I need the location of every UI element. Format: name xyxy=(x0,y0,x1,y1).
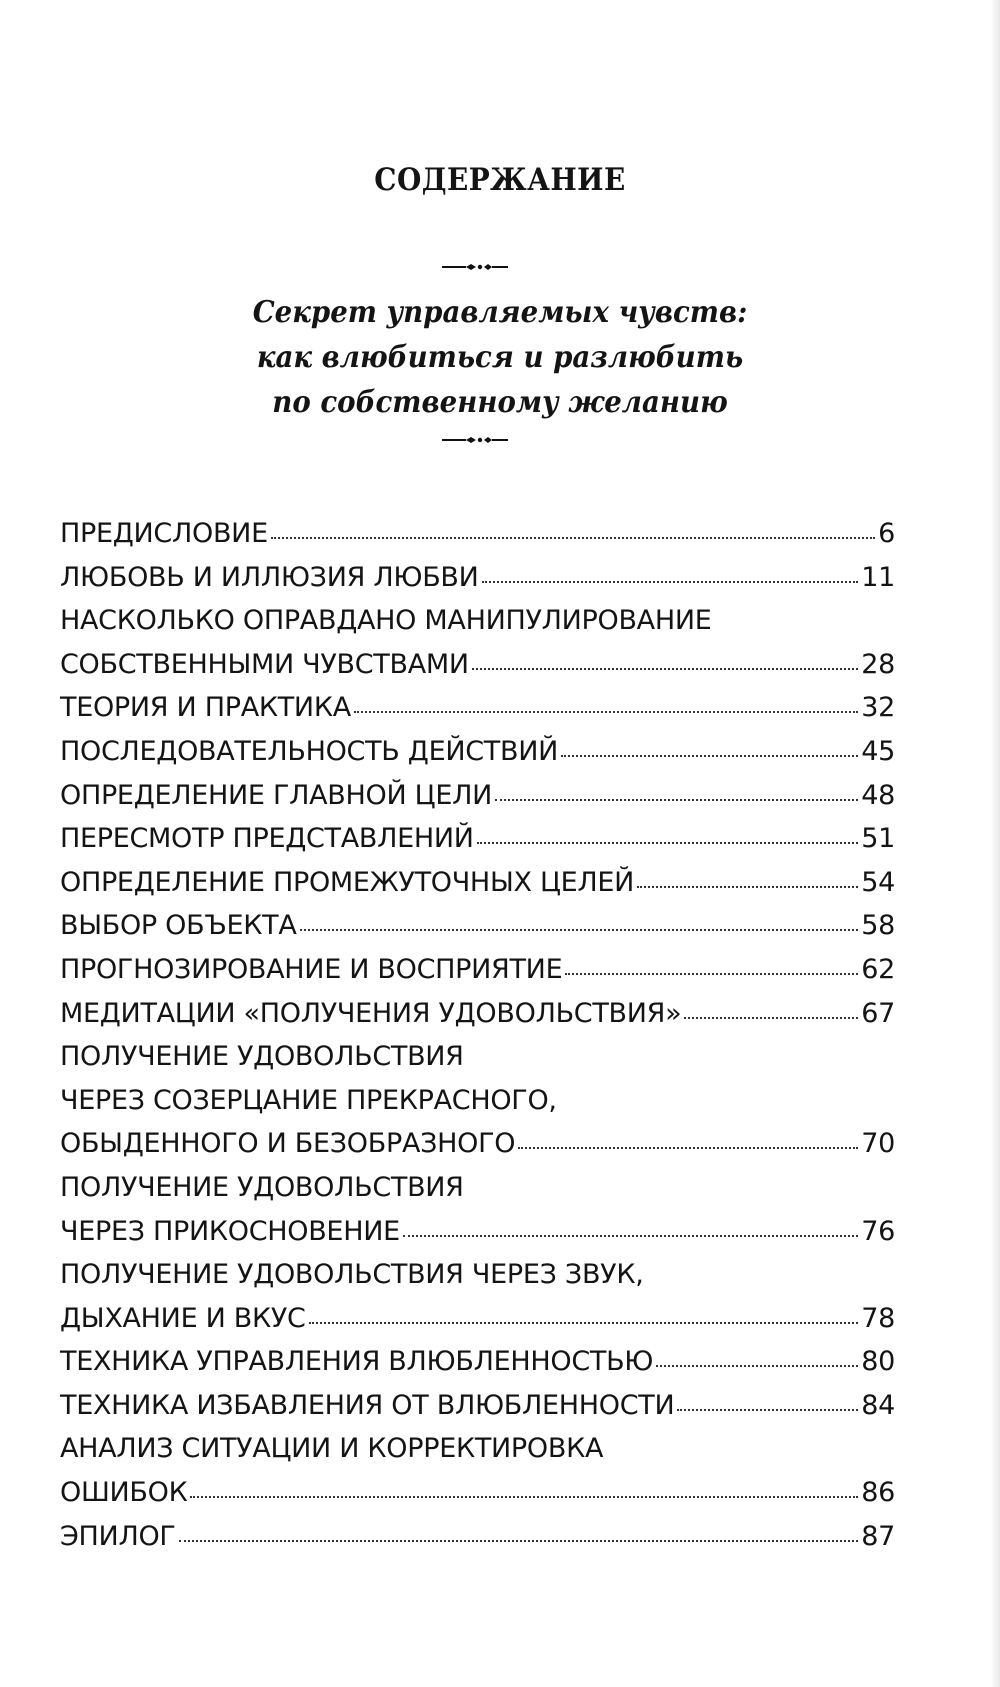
toc-entry-title-line: ОПРЕДЕЛЕНИЕ ГЛАВНОЙ ЦЕЛИ xyxy=(60,779,492,811)
toc-entry-row xyxy=(60,730,895,774)
toc-entry-title-line: ОПРЕДЕЛЕНИЕ ПРОМЕЖУТОЧНЫХ ЦЕЛЕЙ xyxy=(60,866,635,898)
toc-entry[interactable] xyxy=(60,1340,895,1384)
page-edge-shadow xyxy=(990,0,1000,1687)
ornament-divider-bottom xyxy=(440,433,510,447)
toc-entry-title-line: ЛЮБОВЬ И ИЛЛЮЗИЯ ЛЮБВИ xyxy=(60,561,479,593)
dot-leader xyxy=(309,1322,859,1324)
toc-entry-row xyxy=(60,1384,895,1428)
dot-leader xyxy=(354,711,858,713)
toc-entry[interactable] xyxy=(60,992,895,1036)
subtitle-line: как влюбиться и разлюбить xyxy=(256,340,744,375)
dot-leader xyxy=(271,537,875,539)
toc-page-number: 58 xyxy=(861,910,895,942)
toc-entry-title-line: ПОЛУЧЕНИЕ УДОВОЛЬСТВИЯ ЧЕРЕЗ ЗВУК, xyxy=(60,1259,644,1291)
toc-entry-title-line: ОШИБОК xyxy=(60,1477,188,1509)
toc-entry-row xyxy=(60,1340,895,1384)
ornament-divider-top xyxy=(440,260,510,274)
toc-page-number: 86 xyxy=(861,1477,895,1509)
toc-entry-row xyxy=(60,1210,895,1254)
toc-entry-title-line: ЧЕРЕЗ СОЗЕРЦАНИЕ ПРЕКРАСНОГО, xyxy=(60,1084,557,1116)
toc-entry-title-line: ВЫБОР ОБЪЕКТА xyxy=(60,910,297,942)
toc-entry-row xyxy=(60,817,895,861)
toc-page-number: 48 xyxy=(861,779,895,811)
toc-entry-title-line: ПОЛУЧЕНИЕ УДОВОЛЬСТВИЯ xyxy=(60,1041,464,1073)
toc-entry[interactable] xyxy=(60,1515,895,1559)
toc-entry-title-line: ЧЕРЕЗ ПРИКОСНОВЕНИЕ xyxy=(60,1215,400,1247)
toc-entry-row xyxy=(60,556,895,600)
page-title: СОДЕРЖАНИЕ xyxy=(374,162,626,198)
dot-leader xyxy=(472,668,858,670)
toc-entry[interactable] xyxy=(60,730,895,774)
toc-page-number: 87 xyxy=(861,1520,895,1552)
toc-entry-title-line: НАСКОЛЬКО ОПРАВДАНО МАНИПУЛИРОВАНИЕ xyxy=(60,605,712,637)
toc-entry-title-line: МЕДИТАЦИИ «ПОЛУЧЕНИЯ УДОВОЛЬСТВИЯ» xyxy=(60,997,682,1029)
toc-entry-row xyxy=(60,774,895,818)
toc-entry-title-line: ЭПИЛОГ xyxy=(60,1520,176,1552)
toc-entry[interactable] xyxy=(60,599,895,686)
toc-entry[interactable] xyxy=(60,904,895,948)
toc-entry[interactable] xyxy=(60,817,895,861)
dot-leader xyxy=(677,1409,858,1411)
toc-entry-title-line: АНАЛИЗ СИТУАЦИИ И КОРРЕКТИРОВКА xyxy=(60,1433,604,1465)
toc-entry-title-line: СОБСТВЕННЫМИ ЧУВСТВАМИ xyxy=(60,648,469,680)
toc-page-number: 6 xyxy=(878,518,895,549)
toc-entry-title-line: ПОЛУЧЕНИЕ УДОВОЛЬСТВИЯ xyxy=(60,1171,464,1203)
toc-entry-row xyxy=(60,861,895,905)
toc-entry-title-line: ПЕРЕСМОТР ПРЕДСТАВЛЕНИЙ xyxy=(60,823,474,855)
toc-page-number: 76 xyxy=(861,1215,895,1247)
book-subtitle xyxy=(40,290,960,425)
dot-leader xyxy=(684,1017,858,1019)
table-of-contents xyxy=(60,512,895,1558)
toc-entry-row xyxy=(60,1471,895,1515)
dot-leader xyxy=(477,842,859,844)
toc-page-number: 51 xyxy=(861,823,895,855)
dot-leader xyxy=(482,581,859,583)
toc-entry-title-line: ПОСЛЕДОВАТЕЛЬНОСТЬ ДЕЙСТВИЙ xyxy=(60,735,559,767)
toc-page-number: 32 xyxy=(861,692,895,724)
toc-entry-title-line: ДЫХАНИЕ И ВКУС xyxy=(60,1302,306,1334)
toc-entry[interactable] xyxy=(60,1427,895,1514)
dot-leader xyxy=(403,1235,858,1237)
toc-entry[interactable] xyxy=(60,556,895,600)
toc-entry[interactable] xyxy=(60,861,895,905)
dot-leader xyxy=(637,886,858,888)
toc-entry-title-line: ПРЕДИСЛОВИЕ xyxy=(60,518,268,549)
toc-entry-title-line: ПРОГНОЗИРОВАНИЕ И ВОСПРИЯТИЕ xyxy=(60,953,563,985)
toc-page-number: 80 xyxy=(861,1346,895,1378)
dot-leader xyxy=(565,973,858,975)
toc-page-number: 11 xyxy=(861,561,895,593)
toc-entry[interactable] xyxy=(60,774,895,818)
toc-page-number: 28 xyxy=(861,648,895,680)
dot-leader xyxy=(656,1365,858,1367)
toc-entry[interactable] xyxy=(60,1166,895,1253)
dot-leader xyxy=(518,1147,858,1149)
toc-entry[interactable] xyxy=(60,1035,895,1166)
toc-entry[interactable] xyxy=(60,686,895,730)
toc-entry[interactable] xyxy=(60,1253,895,1340)
dot-leader xyxy=(190,1496,858,1498)
toc-page-number: 78 xyxy=(861,1302,895,1334)
toc-entry-row xyxy=(60,1122,895,1166)
toc-entry-row xyxy=(60,948,895,992)
toc-entry-title-line: ТЕОРИЯ И ПРАКТИКА xyxy=(60,692,351,724)
toc-entry[interactable] xyxy=(60,512,895,556)
toc-page-number: 67 xyxy=(861,997,895,1029)
toc-page-number: 84 xyxy=(861,1389,895,1421)
toc-entry-title-line: ТЕХНИКА ИЗБАВЛЕНИЯ ОТ ВЛЮБЛЕННОСТИ xyxy=(60,1389,675,1421)
toc-entry-row xyxy=(60,1297,895,1341)
toc-entry[interactable] xyxy=(60,1384,895,1428)
toc-entry[interactable] xyxy=(60,948,895,992)
dot-leader xyxy=(300,929,859,931)
dot-leader xyxy=(561,755,858,757)
toc-page-number: 62 xyxy=(861,953,895,985)
toc-entry-row xyxy=(60,1515,895,1559)
toc-entry-row xyxy=(60,686,895,730)
toc-entry-title-line: ТЕХНИКА УПРАВЛЕНИЯ ВЛЮБЛЕННОСТЬЮ xyxy=(60,1346,654,1378)
subtitle-line: по собственному желанию xyxy=(272,385,728,420)
toc-entry-row xyxy=(60,512,895,556)
toc-entry-title-line: ОБЫДЕННОГО И БЕЗОБРАЗНОГО xyxy=(60,1128,516,1160)
toc-entry-row xyxy=(60,643,895,687)
toc-entry-row xyxy=(60,992,895,1036)
dot-leader xyxy=(495,799,858,801)
toc-page-number: 70 xyxy=(861,1128,895,1160)
toc-page-number: 45 xyxy=(861,735,895,767)
subtitle-line: Секрет управляемых чувств: xyxy=(252,295,748,330)
toc-page-number: 54 xyxy=(861,866,895,898)
dot-leader xyxy=(179,1540,859,1542)
toc-entry-row xyxy=(60,904,895,948)
